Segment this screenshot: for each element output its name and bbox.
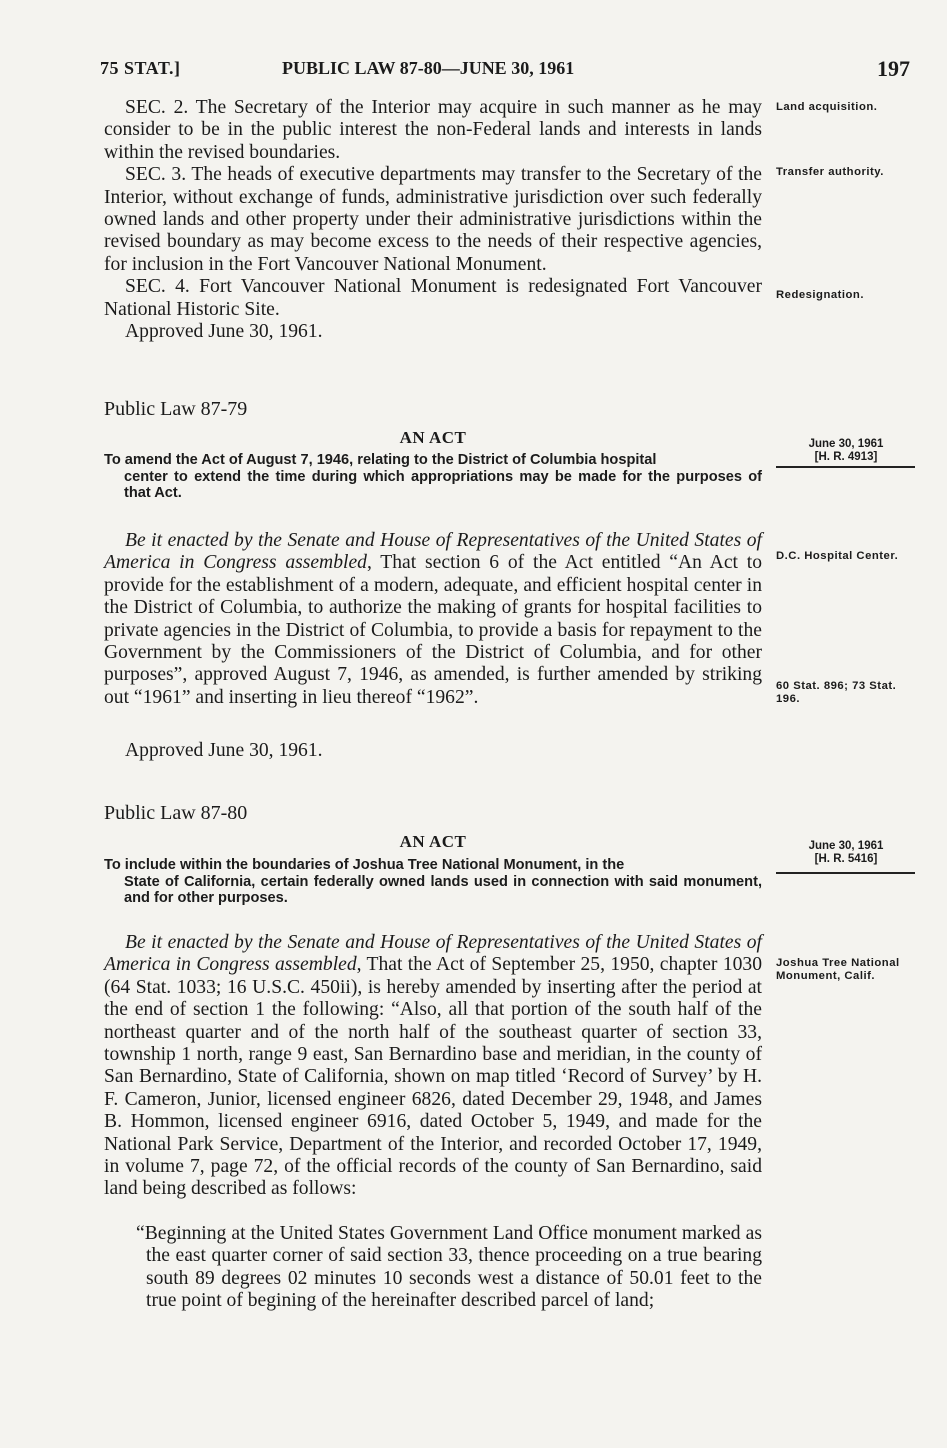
law-80-enacting-clause: Be it enacted by the Senate and House of Representatives of the United States of America in Congress assembled, That the Act of September 25, 1950, chapter 1030 (64 Stat. 1033; 16 U.S.C. 450ii), is hereby amended by inserting after the period at the end of section 1 the following: “Also, all that portion of the south half of the northeast quarter and of the north half of the southeast quarter of section 33, township 1 north, range 9 east, San Bernardino base and meridian, in the county of San Bernardino, State of California, shown on map titled ‘Record of Survey’ by H. F. Cameron, Junior, licensed engineer 6826, dated December 29, 1948, and James B. Hommon, licensed engineer 6916, dated October 5, 1949, and made for the National Park Service, Department of the Interior, and recorded October 17, 1949, in volume 7, page 72, of the official records of the county of San Bernardino, said land being described as follows: [104, 932, 763, 1200]
law-80-act-heading: AN ACT [399, 832, 467, 851]
law-79-margin-rule [776, 466, 915, 468]
law-79-purpose: To amend the Act of August 7, 1946, relating to the District of Columbia hospital center to extend the time during which appropriations may be made for the purposes of that Act. [104, 452, 762, 501]
law-80-purpose: To include within the boundaries of Joshua Tree National Monument, in the State of California, certain federally owned lands used in connection with said monument, and for other purposes. [104, 857, 762, 906]
margin-note-redesignation: Redesignation. [776, 289, 864, 301]
section-4: SEC. 4. Fort Vancouver National Monument is redesignated Fort Vancouver National Historic Site. [104, 276, 762, 320]
margin-note-dc-hospital: D.C. Hospital Center. [776, 550, 899, 562]
volume-reference: 75 STAT.] [100, 58, 181, 78]
law-79-title: Public Law 87-79 [104, 398, 248, 420]
previous-law-sections [104, 97, 762, 343]
margin-note-land-acquisition: Land acquisition. [776, 101, 878, 113]
law-79-bill-number: [H. R. 4913] [814, 451, 878, 463]
law-79-act-heading: AN ACT [399, 428, 467, 447]
law-80-body [104, 932, 762, 1201]
law-79-enacting-clause: Be it enacted by the Senate and House of Representatives of the United States of America in Congress assembled, That section 6 of the Act entitled “An Act to provide for the establishment of a modern, adequate, and efficient hospital center in the District of Columbia, to authorize the making of grants for hospital facilities to private agencies in the District of Columbia, to provide a basis for repayment to the Government by the Commissioners of the District of Columbia, and for other purposes”, approved August 7, 1946, as amended, is further amended by striking out “1961” and inserting in lieu thereof “1962”. [104, 530, 762, 708]
running-title: PUBLIC LAW 87-80—JUNE 30, 1961 [282, 58, 575, 78]
margin-note-stat-reference: 60 Stat. 896; 73 Stat. 196. [776, 680, 897, 705]
approved-date: Approved June 30, 1961. [125, 321, 323, 343]
margin-note-transfer-authority: Transfer authority. [776, 166, 884, 178]
page-number: 197 [877, 56, 910, 81]
section-2: SEC. 2. The Secretary of the Interior may acquire in such manner as he may consider to be in the public interest the non-Federal lands and interests in lands within the revised boundaries. [104, 97, 762, 163]
law-80-date-note: June 30, 1961 [808, 840, 884, 852]
law-79-approved: Approved June 30, 1961. [125, 740, 323, 761]
section-3: SEC. 3. The heads of executive departments may transfer to the Secretary of the Interior, without exchange of funds, administrative jurisdiction over such federally owned lands and other property under their administrative jurisdictions within the revised boundary as may become excess to the needs of their respective agencies, for inclusion in the Fort Vancouver National Monument. [104, 164, 762, 275]
law-79-body [104, 530, 762, 709]
law-79-date-note: June 30, 1961 [808, 438, 884, 450]
law-80-title: Public Law 87-80 [104, 802, 248, 824]
law-80-bill-number: [H. R. 5416] [814, 853, 878, 865]
law-80-margin-rule [776, 872, 915, 874]
margin-note-joshua-tree: Joshua Tree National Monument, Calif. [776, 957, 900, 982]
law-80-quoted-description: “Beginning at the United States Government Land Office monument marked as the east quarter corner of said section 33, thence proceeding on a true bearing south 89 degrees 02 minutes 10 seconds west a distance of 50.01 feet to the true point of begining of the hereinafter described parcel of land; [136, 1223, 762, 1312]
page-header [100, 56, 910, 86]
